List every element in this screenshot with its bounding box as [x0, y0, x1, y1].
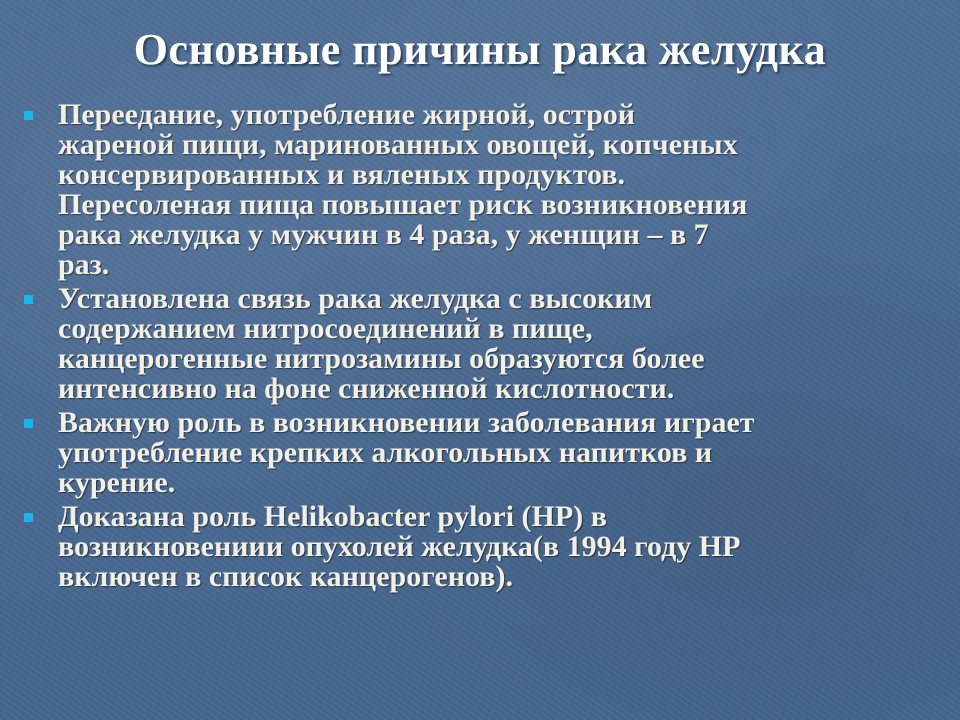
- bullet-line: возникновениии опухолей желудка(в 1994 году НР: [58, 530, 741, 563]
- bullet-line: жареной пищи, маринованных овощей, копченых: [58, 128, 738, 161]
- bullet-text: [58, 408, 942, 498]
- bullet-line: Пересоленая пища повышает риск возникновения: [58, 188, 748, 221]
- bullet-line: интенсивно на фоне сниженной кислотности.: [58, 372, 675, 405]
- bullet-line: консервированных и вяленых продуктов.: [58, 158, 626, 191]
- bullet-line: канцерогенные нитрозамины образуются более: [58, 342, 705, 375]
- bullet-line: употребление крепких алкогольных напитков и: [58, 436, 713, 469]
- square-bullet-icon: [24, 111, 33, 120]
- square-bullet-icon: [24, 295, 33, 304]
- square-bullet-icon: [24, 419, 33, 428]
- bullet-line: раз.: [58, 248, 110, 281]
- bullet-line: содержанием нитросоединений в пище,: [58, 312, 593, 345]
- bullet-line: Доказана роль Helikobacter pylori (HP) в: [58, 500, 607, 533]
- bullet-text: [58, 502, 942, 592]
- bullet-line: Установлена связь рака желудка с высоким: [58, 282, 653, 315]
- bullet-item: [22, 284, 942, 404]
- bullet-text: [58, 100, 942, 280]
- bullet-text: [58, 284, 942, 404]
- slide-title: Основные причины рака желудка: [133, 25, 827, 74]
- bullet-line: Важную роль в возникновении заболевания играет: [58, 406, 755, 439]
- bullet-item: [22, 502, 942, 592]
- bullet-line: курение.: [58, 466, 176, 499]
- bullet-list: [22, 100, 942, 596]
- bullet-line: рака желудка у мужчин в 4 раза, у женщин – в 7: [58, 218, 709, 251]
- bullet-item: [22, 408, 942, 498]
- square-bullet-icon: [24, 513, 33, 522]
- bullet-line: включен в список канцерогенов).: [58, 560, 513, 593]
- bullet-line: Переедание, употребление жирной, острой: [58, 98, 636, 131]
- bullet-item: [22, 100, 942, 280]
